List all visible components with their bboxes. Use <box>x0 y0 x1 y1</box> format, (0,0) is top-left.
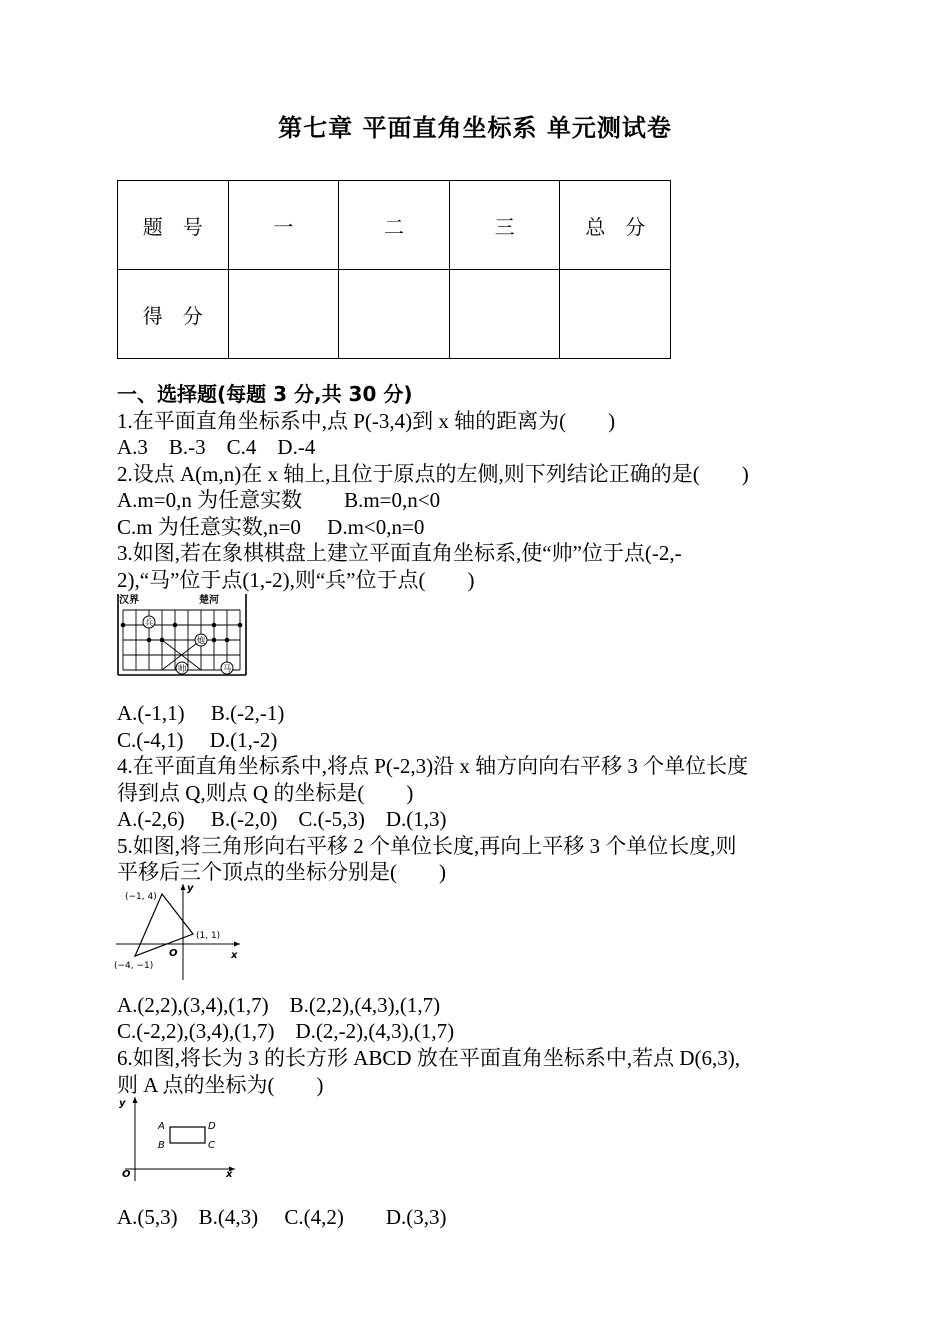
q4-options: A.(-2,6) B.(-2,0) C.(-5,3) D.(1,3) <box>117 807 447 831</box>
piece-bing-label: 兵 <box>144 618 154 629</box>
q3-stem-1: 3.如图,若在象棋棋盘上建立平面直角坐标系,使“帅”位于点(-2,- <box>117 541 682 565</box>
chess-piece-pao <box>195 634 207 647</box>
chessboard-figure <box>115 592 255 677</box>
score-cell <box>449 270 560 359</box>
origin-label: O <box>122 1169 131 1180</box>
score-cell <box>228 270 339 359</box>
header-cell-total: 总 分 <box>560 181 671 270</box>
point-a-label: A <box>158 1121 165 1132</box>
q5-options-2: C.(-2,2),(3,4),(1,7) D.(2,-2),(4,3),(1,7) <box>117 1019 455 1043</box>
point-d-label: D <box>208 1121 216 1132</box>
score-row-label: 得 分 <box>118 270 229 359</box>
score-table <box>117 180 671 359</box>
score-table-header-row <box>118 181 671 270</box>
q3-options-2: C.(-4,1) D.(1,-2) <box>117 728 278 752</box>
vertex-left-label: (−4, −1) <box>114 961 154 971</box>
chess-piece-ma <box>221 662 233 675</box>
q2-options-1: A.m=0,n 为任意实数 B.m=0,n<0 <box>117 488 441 512</box>
rectangle-abcd <box>170 1127 205 1143</box>
q4-stem-1: 4.在平面直角坐标系中,将点 P(-2,3)沿 x 轴方向向右平移 3 个单位长度 <box>117 754 749 778</box>
page-title: 第七章 平面直角坐标系 单元测试卷 <box>278 114 672 142</box>
board-dots <box>121 623 243 643</box>
q2-options-2: C.m 为任意实数,n=0 D.m<0,n=0 <box>117 515 425 539</box>
figure-label-hanjie: 汉界 <box>119 595 139 606</box>
y-axis-label: y <box>187 883 194 894</box>
q2-stem: 2.设点 A(m,n)在 x 轴上,且位于原点的左侧,则下列结论正确的是( ) <box>117 462 749 486</box>
score-cell <box>560 270 671 359</box>
x-axis-label: x <box>226 1169 233 1180</box>
q6-options: A.(5,3) B.(4,3) C.(4,2) D.(3,3) <box>117 1205 447 1229</box>
q3-stem-2: 2),“马”位于点(1,-2),则“兵”位于点( ) <box>117 568 475 592</box>
q3-options-1: A.(-1,1) B.(-2,-1) <box>117 701 285 725</box>
origin-label: O <box>169 948 178 959</box>
q1-stem: 1.在平面直角坐标系中,点 P(-3,4)到 x 轴的距离为( ) <box>117 409 616 433</box>
header-cell-3: 三 <box>449 181 560 270</box>
y-axis-arrow-icon <box>181 884 186 890</box>
board-grid <box>123 610 240 670</box>
section-heading: 一、选择题(每题 3 分,共 30 分) <box>117 382 413 406</box>
piece-ma-label: 马 <box>222 664 232 675</box>
triangle-shape <box>135 894 193 956</box>
rectangle-figure <box>113 1093 243 1185</box>
point-c-label: C <box>208 1140 215 1151</box>
q4-stem-2: 得到点 Q,则点 Q 的坐标是( ) <box>117 781 414 805</box>
q5-stem-2: 平移后三个顶点的坐标分别是( ) <box>117 860 446 884</box>
x-axis-label: x <box>231 950 238 961</box>
q6-stem-1: 6.如图,将长为 3 的长方形 ABCD 放在平面直角坐标系中,若点 D(6,3), <box>117 1046 740 1070</box>
header-cell-label: 题 号 <box>118 181 229 270</box>
y-axis-label: y <box>119 1098 126 1109</box>
figure-label-chuhe: 楚河 <box>199 595 219 606</box>
score-table-score-row <box>118 270 671 359</box>
q1-options: A.3 B.-3 C.4 D.-4 <box>117 435 316 459</box>
piece-pao-label: 炮 <box>196 636 206 647</box>
y-axis-arrow-icon <box>133 1097 138 1103</box>
header-cell-2: 二 <box>339 181 450 270</box>
x-axis-arrow-icon <box>234 942 240 947</box>
vertex-right-label: (1, 1) <box>196 931 221 941</box>
header-cell-1: 一 <box>228 181 339 270</box>
score-cell <box>339 270 450 359</box>
piece-shuai-label: 帅 <box>177 664 187 675</box>
chess-piece-bing <box>143 616 155 629</box>
q5-options-1: A.(2,2),(3,4),(1,7) B.(2,2),(4,3),(1,7) <box>117 993 441 1017</box>
q5-stem-1: 5.如图,将三角形向右平移 2 个单位长度,再向上平移 3 个单位长度,则 <box>117 834 737 858</box>
triangle-figure <box>112 880 247 982</box>
chess-piece-shuai <box>176 662 188 675</box>
vertex-top-label: (−1, 4) <box>125 892 157 902</box>
point-b-label: B <box>158 1140 165 1151</box>
q6-stem-2: 则 A 点的坐标为( ) <box>117 1073 324 1097</box>
